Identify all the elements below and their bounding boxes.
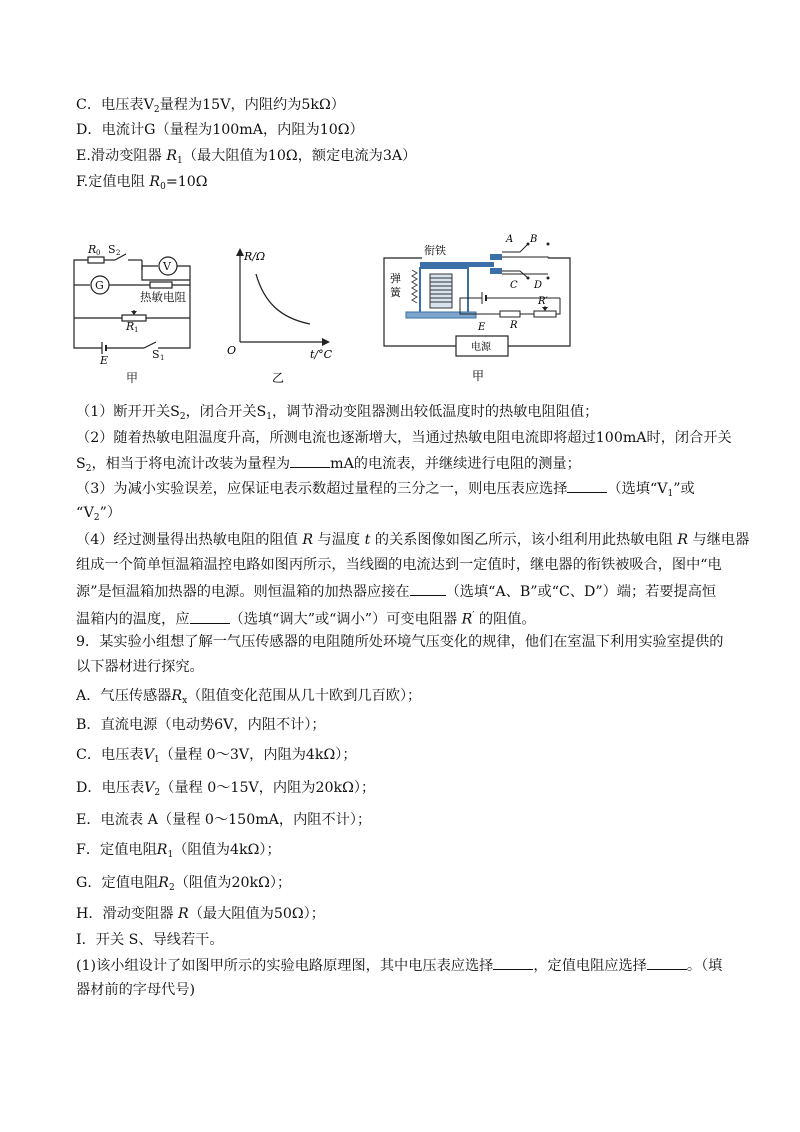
- label-r0-sub: 0: [96, 249, 101, 257]
- answer-blank-voltmeter[interactable]: [567, 478, 607, 493]
- q9-option-g: G．定值电阻$R_2$（阻值为20kΩ）；: [76, 875, 292, 893]
- q8-part1: （1）断开开关$S_2$，闭合开关$S_1$，调节滑动变阻器测出较低温度时的热敏电阻阻值；: [76, 404, 599, 422]
- q8-part4-line1: （4）经过测量得出热敏电阻的阻值 R 与温度 t 的关系图像如图乙所示，该小组利用此热敏电阻 R 与继电器: [76, 532, 750, 548]
- caption-yi: 乙: [272, 371, 285, 385]
- answer-blank-q9-voltmeter[interactable]: [493, 955, 533, 970]
- label-e: E: [100, 354, 109, 367]
- q9-option-d: D．电压表$V_2$（量程 0～15V，内阻为20kΩ）；: [76, 780, 376, 798]
- answer-blank-terminals[interactable]: [410, 581, 446, 596]
- armature-bar: [420, 262, 494, 267]
- q8-part2-line1: （2）随着热敏电阻温度升高，所测电流也逐渐增大，当通过热敏电阻电流即将超过100mA时，闭合开关: [76, 430, 732, 446]
- label-e-bing: E: [478, 322, 486, 333]
- label-s1: S: [152, 348, 160, 361]
- r-t-curve: [256, 274, 310, 324]
- q9-option-b: B．直流电源（电动势6V，内阻不计）；: [76, 717, 326, 733]
- q8-part3-line2: “$V_2$”）: [76, 505, 122, 523]
- option-f-fixed-resistor: F.定值电阻 $R_0=10\Omega$: [76, 174, 208, 192]
- q9-option-e: E．电流表 A（量程 0～150mA，内阻不计）；: [76, 812, 372, 828]
- option-d-galvanometer: D．电流计G（量程为100mA，内阻为10Ω）: [76, 122, 364, 138]
- q8-part3-line1: （3）为减小实验误差，应保证电表示数超过量程的三分之一，则电压表应选择 （选填“$V_1$”或: [76, 478, 695, 504]
- label-r-bing: R: [510, 320, 518, 331]
- label-r1: R: [126, 320, 135, 333]
- q9-option-f: F．定值电阻$R_1$（阻值为4kΩ）；: [76, 842, 281, 860]
- q9-part1-line1: (1)该小组设计了如图甲所示的实验电路原理图，其中电压表应选择 ，定值电阻应选择 。（填: [76, 955, 722, 976]
- galvanometer-symbol: G: [95, 279, 104, 292]
- label-r0: R: [88, 243, 97, 256]
- q9-option-h: H．滑动变阻器 R（最大阻值为50Ω）；: [76, 906, 325, 922]
- q9-part1-line2: 器材前的字母代号): [76, 982, 196, 998]
- graph-origin: O: [227, 344, 237, 357]
- contact-cd: [490, 268, 502, 274]
- relay-base: [406, 312, 476, 318]
- label-s1-sub: 1: [160, 354, 165, 362]
- graph-ylabel: R/Ω: [244, 250, 266, 263]
- label-rprime: R′: [538, 296, 548, 307]
- relay-coil: [430, 274, 452, 308]
- caption-bing: 甲: [472, 369, 485, 383]
- q9-stem-line2: 以下器材进行探究。: [76, 659, 204, 675]
- label-terminal-a: A: [506, 234, 514, 245]
- label-power-source: 电源: [471, 342, 491, 353]
- answer-blank-q9-resistor[interactable]: [647, 955, 687, 970]
- graph-r-vs-t: [227, 248, 333, 385]
- q8-part2-line2: $S_2$，相当于将电流计改装为量程为 mA的电流表，并继续进行电阻的测量；: [76, 453, 581, 479]
- answer-blank-adjust[interactable]: [190, 609, 230, 624]
- answer-blank-range[interactable]: [290, 453, 330, 468]
- caption-jia: 甲: [126, 371, 139, 385]
- q8-part4-line3: 源”是恒温箱加热器的电源。则恒温箱的加热器应接在 （选填“A、B”或“C、D”）端；若要提高恒: [76, 581, 716, 602]
- spring: [412, 270, 417, 303]
- option-c-voltmeter-v2: C．电压表$V_2$量程为15V，内阻约为5kΩ）: [76, 97, 345, 115]
- voltmeter-symbol: V: [163, 260, 171, 273]
- label-terminal-c: C: [510, 280, 518, 291]
- label-spring-2: 簧: [390, 286, 401, 299]
- variable-resistor-rprime: [534, 311, 556, 317]
- label-terminal-b: B: [530, 234, 538, 245]
- q8-part4-line4: 温箱内的温度，应 （选填“调大”或“调小”）可变电阻器 R′ 的阻值。: [76, 606, 536, 630]
- option-e-rheostat: E.滑动变阻器 $R_1$（最大阻值为10Ω，额定电流为3A）: [76, 148, 417, 166]
- contact-ab: [490, 254, 502, 260]
- q9-option-c: C．电压表$V_1$（量程 0～3V，内阻为4kΩ）；: [76, 747, 357, 765]
- figures-row: [60, 230, 620, 390]
- label-spring-1: 弹: [390, 272, 401, 285]
- label-thermistor: 热敏电阻: [140, 290, 186, 304]
- label-terminal-d: D: [534, 280, 543, 291]
- q9-stem-line1: 9．某实验小组想了解一气压传感器的电阻随所处环境气压变化的规律，他们在室温下利用实验室提供的: [76, 634, 724, 650]
- label-r1-sub: 1: [134, 326, 139, 334]
- q9-option-i: I．开关 S、导线若干。: [76, 932, 224, 948]
- q8-part4-line2: 组成一个简单恒温箱温控电路如图丙所示，当线圈的电流达到一定值时，继电器的衔铁被吸合，图中“电: [76, 557, 722, 573]
- relay-circuit-diagram: [384, 234, 570, 383]
- q9-option-a: A．气压传感器$R_x$（阻值变化范围从几十欧到几百欧）；: [76, 688, 422, 706]
- label-s2: S: [108, 243, 116, 256]
- label-armature: 衔铁: [424, 244, 446, 257]
- label-s2-sub: 2: [116, 249, 121, 257]
- resistor-r: [500, 311, 520, 317]
- circuit-diagram-jia: [74, 254, 190, 354]
- graph-xlabel: t/°C: [310, 348, 333, 361]
